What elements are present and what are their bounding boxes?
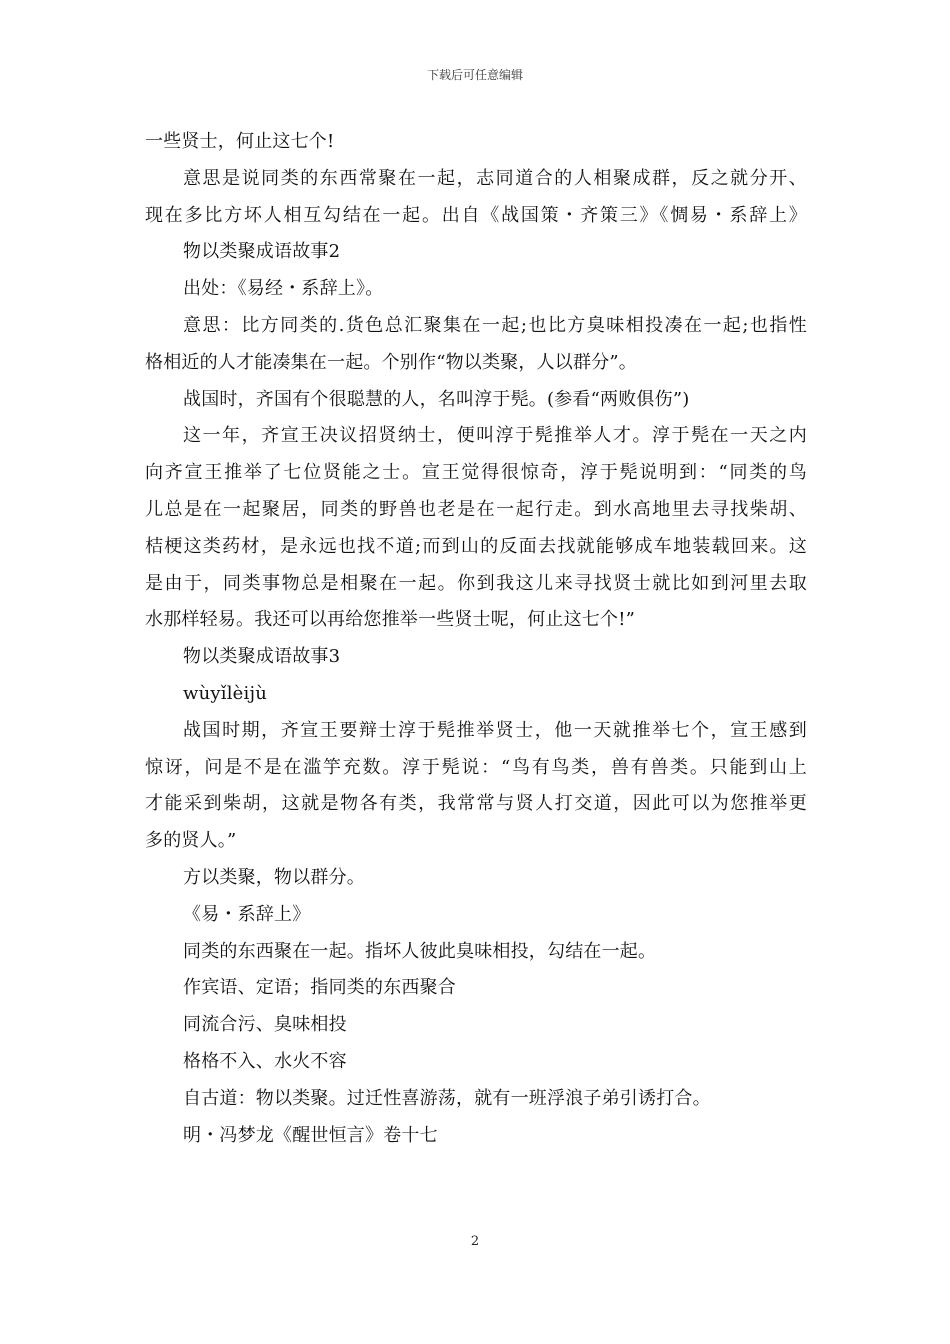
text-line: 桔梗这类药材，是永远也找不道;而到山的反面去找就能够成车地装载回来。这 <box>145 535 807 557</box>
text-line: 自古道：物以类聚。过迁性喜游荡，就有一班浮浪子弟引诱打合。 <box>183 1087 711 1109</box>
page-header: 下载后可任意编辑 <box>426 68 523 82</box>
text-line: 儿总是在一起聚居，同类的野兽也老是在一起行走。到水高地里去寻找柴胡、 <box>145 498 807 520</box>
page-number: 2 <box>470 1234 480 1249</box>
text-line: 一些贤士，何止这七个! <box>145 131 335 152</box>
text-line: 格相近的人才能凑集在一起。个别作“物以类聚，人以群分”。 <box>145 351 638 373</box>
text-line: 多的贤人。” <box>145 830 237 852</box>
text-line: 这一年，齐宣王决议招贤纳士，便叫淳于髡推举人才。淳于髡在一天之内 <box>183 425 807 447</box>
text-line: 意思是说同类的东西常聚在一起，志同道合的人相聚成群，反之就分开、 <box>183 167 807 189</box>
text-line: 格格不入、水火不容 <box>183 1050 347 1072</box>
text-line: 《易・系辞上》 <box>183 903 311 925</box>
text-line: 水那样轻易。我还可以再给您推举一些贤士呢，何止这七个!” <box>145 609 636 631</box>
text-line: wùyǐlèijù <box>183 682 268 704</box>
text-line: 是由于，同类事物总是相聚在一起。你到我这儿来寻找贤士就比如到河里去取 <box>145 572 807 594</box>
text-line: 物以类聚成语故事2 <box>183 241 341 263</box>
text-line: 现在多比方坏人相互勾结在一起。出自《战国策・齐策三》《惆易・系辞上》 <box>145 204 807 226</box>
text-line: 意思：比方同类的.货色总汇聚集在一起;也比方臭味相投凑在一起;也指性 <box>183 314 807 336</box>
text-line: 惊讶，问是不是在滥竽充数。淳于髡说：“鸟有鸟类，兽有兽类。只能到山上 <box>145 756 807 778</box>
text-line: 出处：《易经・系辞上》。 <box>183 278 384 300</box>
body-text <box>145 124 807 1154</box>
text-line: 方以类聚，物以群分。 <box>183 866 365 888</box>
text-line: 作宾语、定语；指同类的东西聚合 <box>183 977 456 999</box>
text-line: 物以类聚成语故事3 <box>183 646 341 668</box>
text-line: 明・冯梦龙《醒世恒言》卷十七 <box>183 1124 438 1146</box>
text-line: 才能采到柴胡，这就是物各有类，我常常与贤人打交道，因此可以为您推举更 <box>145 793 807 815</box>
text-line: 向齐宣王推举了七位贤能之士。宣王觉得很惊奇，淳于髡说明到：“同类的鸟 <box>145 462 807 484</box>
text-line: 战国时，齐国有个很聪慧的人，名叫淳于髡。(参看“两败俱伤”) <box>183 388 690 410</box>
text-line: 战国时期，齐宣王要辩士淳于髡推举贤士，他一天就推举七个，宣王感到 <box>183 719 807 741</box>
text-line: 同类的东西聚在一起。指坏人彼此臭味相投，勾结在一起。 <box>183 940 657 962</box>
text-line: 同流合污、臭味相投 <box>183 1014 347 1036</box>
